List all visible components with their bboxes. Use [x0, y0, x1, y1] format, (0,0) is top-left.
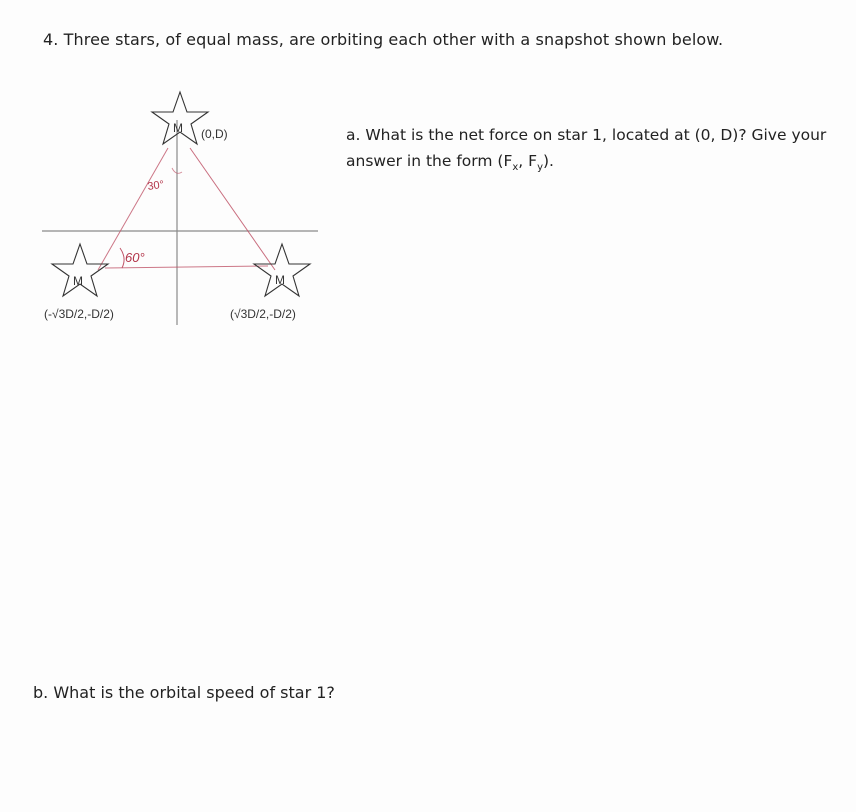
part-a-question	[346, 122, 846, 181]
star-3-mass-label: M	[275, 273, 285, 287]
star-icon	[52, 244, 108, 296]
star-icon	[152, 92, 208, 144]
star-diagram	[30, 80, 330, 340]
part-a-text-mid: , F	[518, 152, 538, 170]
angle-arc-60	[120, 248, 124, 268]
triangle-side-top-right	[190, 148, 275, 270]
angle-label-60: 60°	[125, 250, 145, 265]
triangle-side-bottom	[105, 266, 268, 268]
star-2-coord-label: (-√3D/2,-D/2)	[44, 307, 114, 321]
star-1-mass-label: M	[173, 121, 183, 135]
part-b-question: b. What is the orbital speed of star 1?	[33, 683, 335, 702]
part-a-text-before: a. What is the net force on star 1, located at (0, D)? Give your answer in the form (F	[346, 126, 827, 170]
part-a-sub-x: x	[512, 162, 519, 174]
star-3-coord-label: (√3D/2,-D/2)	[230, 307, 296, 321]
star-1-coord-label: (0,D)	[201, 127, 228, 141]
star-3-right	[230, 244, 310, 321]
angle-label-30: 30°	[146, 178, 165, 193]
star-2-mass-label: M	[73, 274, 83, 288]
part-a-sub-y: y	[537, 162, 543, 174]
question-heading: 4. Three stars, of equal mass, are orbiting each other with a snapshot shown below.	[43, 30, 724, 49]
part-a-text-after: ).	[543, 152, 554, 170]
star-2-left	[44, 244, 114, 321]
star-1-top	[152, 92, 228, 144]
